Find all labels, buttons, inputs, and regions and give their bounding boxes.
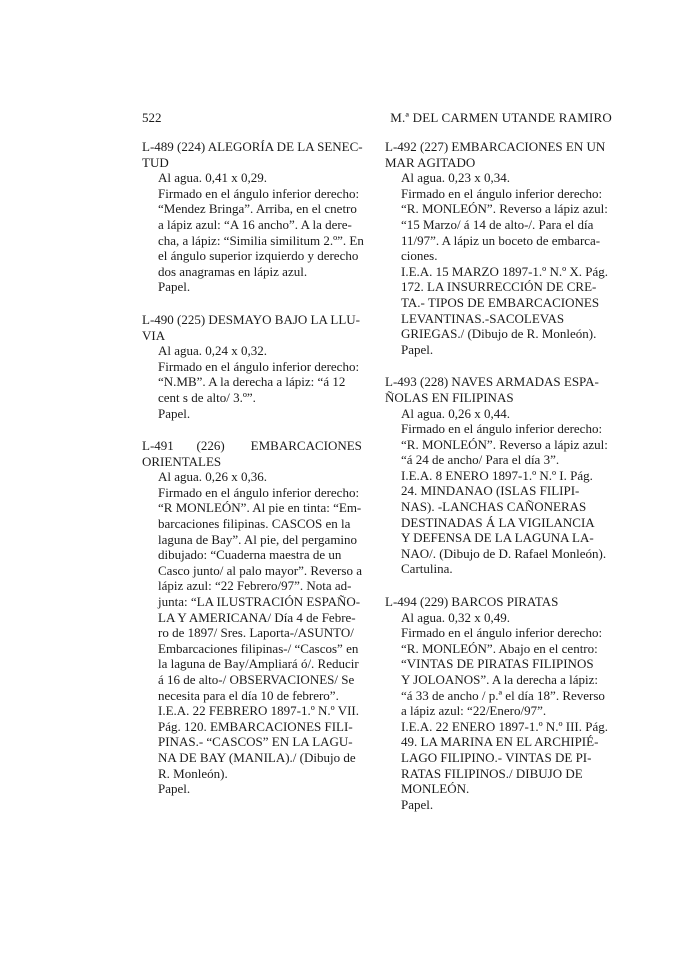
entry-line: “VINTAS DE PIRATAS FILIPINOS	[401, 656, 594, 672]
entry-line: PINAS.- “CASCOS” EN LA LAGU-	[158, 734, 353, 750]
entry-line: I.E.A. 15 MARZO 1897-1.º N.º X. Pág.	[401, 263, 609, 279]
entry-line: a lápiz azul: “A 16 ancho”. A la dere-	[158, 216, 352, 232]
entry-line: 11/97”. A lápiz un boceto de embarca-	[401, 232, 601, 248]
entry-line: Al agua. 0,41 x 0,29.	[158, 170, 268, 186]
entry-line: 172. LA INSURRECCIÓN DE CRE-	[401, 279, 597, 295]
entry-line: Papel.	[158, 781, 191, 797]
left-column	[142, 139, 365, 814]
entry-line: Al agua. 0,24 x 0,32.	[158, 343, 268, 359]
entry-line: Firmado en el ángulo inferior derecho:	[401, 625, 603, 641]
entry-line: DESTINADAS Á LA VIGILANCIA	[401, 514, 595, 530]
catalog-entry-l491	[142, 438, 365, 797]
entry-title: L-494 (229) BARCOS PIRATAS	[385, 594, 559, 610]
entry-line: Al agua. 0,26 x 0,36.	[158, 469, 268, 485]
entry-title: L-489 (224) ALEGORÍA DE LA SENEC- TUD	[142, 139, 363, 170]
entry-line: el ángulo superior izquierdo y derecho	[158, 248, 359, 264]
entry-line: LEVANTINAS.-SACOLEVAS	[401, 310, 565, 326]
entry-line: Firmado en el ángulo inferior derecho:	[158, 185, 360, 201]
entry-line: I.E.A. 22 ENERO 1897-1.º N.º III. Pág.	[401, 718, 609, 734]
entry-line: Firmado en el ángulo inferior derecho:	[158, 484, 360, 500]
catalog-entry-l494	[385, 594, 610, 812]
entry-line: Papel.	[401, 341, 434, 357]
entry-line: cent s de alto/ 3.º”.	[158, 389, 256, 405]
entry-line: barcaciones filipinas. CASCOS en la	[158, 516, 351, 532]
entry-line: laguna de Bay”. Al pie, del pergamino	[158, 531, 358, 547]
entry-line: LAGO FILIPINO.- VINTAS DE PI-	[401, 749, 592, 765]
entry-title: L-490 (225) DESMAYO BAJO LA LLU- VIA	[142, 311, 360, 343]
entry-line: “R MONLEÓN”. Al pie en tinta: “Em-	[158, 500, 362, 516]
entry-line: I.E.A. 22 FEBRERO 1897-1.º N.º VII.	[158, 703, 360, 719]
entry-line: I.E.A. 8 ENERO 1897-1.º N.º I. Pág.	[401, 467, 593, 483]
catalog-entry-l492	[385, 139, 610, 357]
entry-line: necesita para el día 10 de febrero”.	[158, 687, 339, 703]
entry-line: “á 33 de ancho / p.ª el día 18”. Reverso	[401, 687, 605, 703]
entry-line: Al agua. 0,23 x 0,34.	[401, 170, 511, 186]
catalog-entry-l490	[142, 312, 365, 421]
entry-line: RATAS FILIPINOS./ DIBUJO DE	[401, 765, 583, 781]
entry-line: Pág. 120. EMBARCACIONES FILI-	[158, 718, 353, 734]
entry-line: “R. MONLEÓN”. Abajo en el centro:	[401, 640, 598, 656]
catalog-entry-l493	[385, 374, 610, 577]
entry-line: “R. MONLEÓN”. Reverso a lápiz azul:	[401, 436, 608, 452]
entry-line: NAO/. (Dibujo de D. Rafael Monleón).	[401, 545, 607, 561]
entry-line: “R. MONLEÓN”. Reverso a lápiz azul:	[401, 201, 608, 217]
entry-line: junta: “LA ILUSTRACIÓN ESPAÑO-	[158, 594, 361, 610]
entry-line: ro de 1897/ Sres. Laporta-/ASUNTO/	[158, 625, 354, 641]
entry-line: “á 24 de ancho/ Para el día 3”.	[401, 452, 560, 468]
entry-title: L-492 (227) EMBARCACIONES EN UN MAR AGITADO	[385, 139, 606, 170]
entry-line: Papel.	[158, 405, 191, 421]
entry-line: la laguna de Bay/Ampliará ó/. Reducir	[158, 656, 359, 672]
entry-line: “Mendez Bringa”. Arriba, en el cnetro	[158, 201, 357, 217]
running-head: M.ª DEL CARMEN UTANDE RAMIRO	[390, 110, 612, 125]
entry-line: Firmado en el ángulo inferior derecho:	[401, 421, 603, 437]
entry-line: 24. MINDANAO (ISLAS FILIPI-	[401, 483, 580, 499]
entry-line: R. Monleón).	[158, 765, 228, 781]
entry-line: LA Y AMERICANA/ Día 4 de Febre-	[158, 609, 356, 625]
entry-title: L-493 (228) NAVES ARMADAS ESPA- ÑOLAS EN FILIPINAS	[385, 374, 599, 405]
entry-line: “15 Marzo/ á 14 de alto-/. Para el día	[401, 216, 594, 232]
entry-line: Y DEFENSA DE LA LAGUNA LA-	[401, 530, 594, 546]
entry-line: ciones.	[401, 248, 438, 264]
entry-title: L-491 (226) EMBARCACIONES ORIENTALES	[142, 438, 362, 469]
entry-line: Al agua. 0,32 x 0,49.	[401, 609, 511, 625]
entry-line: dibujado: “Cuaderna maestra de un	[158, 547, 342, 563]
entry-line: NA DE BAY (MANILA)./ (Dibujo de	[158, 749, 356, 765]
entry-line: Papel.	[158, 279, 191, 295]
entry-line: 49. LA MARINA EN EL ARCHIPIÉ-	[401, 734, 599, 750]
entry-line: Embarcaciones filipinas-/ “Cascos” en	[158, 640, 359, 656]
entry-line: Firmado en el ángulo inferior derecho:	[401, 185, 603, 201]
entry-line: á 16 de alto-/ OBSERVACIONES/ Se	[158, 672, 355, 687]
entry-line: TA.- TIPOS DE EMBARCACIONES	[401, 294, 600, 310]
catalog-entry-l489	[142, 139, 365, 295]
entry-line: Cartulina.	[401, 561, 453, 577]
entry-line: Papel.	[401, 796, 434, 812]
page-number: 522	[142, 110, 162, 125]
entry-line: Y JOLOANOS”. A la derecha a lápiz:	[401, 672, 598, 687]
right-column	[385, 139, 610, 829]
entry-line: Al agua. 0,26 x 0,44.	[401, 405, 511, 421]
entry-line: MONLEÓN.	[401, 781, 470, 797]
entry-line: dos anagramas en lápiz azul.	[158, 263, 308, 279]
entry-line: lápiz azul: “22 Febrero/97”. Nota ad-	[158, 578, 352, 594]
entry-line: Firmado en el ángulo inferior derecho:	[158, 358, 360, 374]
entry-line: Casco junto/ al palo mayor”. Reverso a	[158, 562, 362, 578]
entry-line: GRIEGAS./ (Dibujo de R. Monleón).	[401, 326, 597, 342]
entry-line: “N.MB”. A la derecha a lápiz: “á 12	[158, 374, 346, 390]
entry-line: a lápiz azul: “22/Enero/97”.	[401, 703, 547, 719]
entry-line: NAS). -LANCHAS CAÑONERAS	[401, 499, 587, 515]
entry-line: cha, a lápiz: “Similia similitum 2.º”. En	[158, 232, 364, 248]
